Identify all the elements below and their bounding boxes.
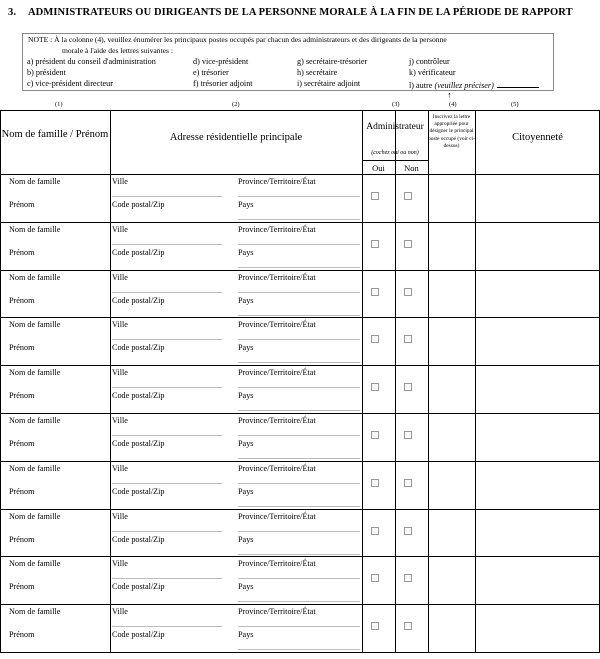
row-divider [0, 652, 600, 653]
admin-yes-checkbox[interactable] [371, 383, 379, 391]
header-name: Nom de famille / Prénom [1, 129, 109, 140]
city-label: Ville [112, 463, 128, 473]
column-number: (2) [232, 101, 240, 108]
country-field[interactable] [238, 267, 360, 268]
city-field[interactable] [112, 244, 222, 245]
row-divider [0, 174, 600, 175]
city-field[interactable] [112, 387, 222, 388]
country-label: Pays [238, 200, 254, 209]
city-label: Ville [112, 607, 128, 617]
role-option: d) vice-président [193, 57, 249, 66]
province-field[interactable] [238, 244, 360, 245]
city-label: Ville [112, 511, 128, 521]
column-divider [110, 110, 111, 652]
postal-label: Code postal/Zip [112, 582, 165, 592]
column-divider [0, 110, 1, 652]
admin-no-checkbox[interactable] [404, 527, 412, 535]
column-divider [428, 110, 429, 652]
city-field[interactable] [112, 578, 222, 579]
country-label: Pays [238, 247, 254, 257]
row-divider [0, 556, 600, 557]
country-field[interactable] [238, 506, 360, 507]
admin-yes-checkbox[interactable] [371, 527, 379, 535]
city-label: Ville [112, 177, 128, 186]
postal-label: Code postal/Zip [112, 439, 165, 448]
admin-yes-checkbox[interactable] [371, 192, 379, 200]
country-label: Pays [238, 295, 254, 305]
surname-label: Nom de famille [9, 416, 61, 425]
section-title [8, 7, 573, 18]
province-field[interactable] [238, 387, 360, 388]
city-field[interactable] [112, 292, 222, 293]
role-option: f) trésorier adjoint [193, 79, 253, 88]
admin-yes-checkbox[interactable] [371, 479, 379, 487]
row-divider [0, 509, 600, 510]
city-field[interactable] [112, 531, 222, 532]
column-number: (1) [55, 101, 63, 108]
surname-label: Nom de famille [9, 272, 61, 282]
first-name-label: Prénom [9, 343, 35, 353]
role-option [409, 79, 539, 90]
country-field[interactable] [238, 649, 360, 650]
row-divider [0, 365, 600, 366]
country-label: Pays [238, 439, 254, 448]
admin-no-checkbox[interactable] [404, 192, 412, 200]
postal-label: Code postal/Zip [112, 534, 165, 544]
surname-label: Nom de famille [9, 511, 61, 521]
first-name-label: Prénom [9, 200, 35, 209]
province-label: Province/Territoire/État [238, 463, 316, 473]
postal-label: Code postal/Zip [112, 247, 165, 257]
surname-label: Nom de famille [9, 368, 61, 378]
row-divider [0, 604, 600, 605]
first-name-label: Prénom [9, 247, 35, 257]
city-field[interactable] [112, 626, 222, 627]
province-label: Province/Territoire/État [238, 559, 316, 569]
country-label: Pays [238, 486, 254, 496]
postal-label: Code postal/Zip [112, 486, 165, 496]
note-intro [28, 35, 528, 56]
role-option-label: l) autre [409, 81, 433, 90]
note-line1: NOTE : À la colonne (4), veuillez énumérer les principaux postes occupés par chacun des administrateurs et des dirigeants de la personne [28, 35, 447, 44]
province-field[interactable] [238, 531, 360, 532]
city-field[interactable] [112, 435, 222, 436]
province-label: Province/Territoire/État [238, 224, 316, 234]
admin-no-checkbox[interactable] [404, 335, 412, 343]
role-option: b) président [27, 68, 66, 77]
country-field[interactable] [238, 362, 360, 363]
city-field[interactable] [112, 483, 222, 484]
admin-yes-checkbox[interactable] [371, 574, 379, 582]
admin-yes-checkbox[interactable] [371, 240, 379, 248]
postal-label: Code postal/Zip [112, 630, 165, 640]
row-divider [0, 461, 600, 462]
role-option: g) secrétaire-trésorier [297, 57, 368, 66]
arrow-up-icon: ↑ [447, 90, 452, 100]
country-label: Pays [238, 391, 254, 401]
city-label: Ville [112, 559, 128, 569]
header-admin-sub: (cochez oui ou non) [371, 150, 419, 156]
role-option: e) trésorier [193, 68, 229, 77]
role-option: c) vice-président directeur [27, 79, 113, 88]
first-name-label: Prénom [9, 486, 35, 496]
city-field[interactable] [112, 196, 222, 197]
postal-label: Code postal/Zip [112, 295, 165, 305]
header-yes: Oui [372, 163, 385, 173]
column-number: (4) [449, 101, 457, 108]
province-field[interactable] [238, 292, 360, 293]
country-field[interactable] [238, 554, 360, 555]
column-number: (5) [511, 101, 519, 108]
admin-no-checkbox[interactable] [404, 240, 412, 248]
first-name-label: Prénom [9, 630, 35, 640]
province-label: Province/Territoire/État [238, 272, 316, 282]
province-label: Province/Territoire/État [238, 416, 316, 425]
header-instruction: Inscrivez la lettre appropriée pour désigner le principal poste occupé (voir ci-dessus) [428, 114, 475, 149]
note-line2: morale à l'aide des lettres suivantes : [62, 45, 174, 55]
surname-label: Nom de famille [9, 224, 61, 234]
province-field[interactable] [238, 196, 360, 197]
section-title-text: ADMINISTRATEURS OU DIRIGEANTS DE LA PERSONNE MORALE À LA FIN DE LA PÉRIODE DE RAPPORT [28, 7, 573, 18]
first-name-label: Prénom [9, 534, 35, 544]
admin-no-checkbox[interactable] [404, 574, 412, 582]
country-label: Pays [238, 343, 254, 353]
surname-label: Nom de famille [9, 463, 61, 473]
admin-no-checkbox[interactable] [404, 622, 412, 630]
table-top-border [0, 110, 600, 111]
country-field[interactable] [238, 410, 360, 411]
postal-label: Code postal/Zip [112, 200, 165, 209]
row-divider [0, 270, 600, 271]
surname-label: Nom de famille [9, 177, 61, 186]
admin-yes-checkbox[interactable] [371, 431, 379, 439]
role-option: h) secrétaire [297, 68, 338, 77]
city-label: Ville [112, 368, 128, 378]
country-field[interactable] [238, 458, 360, 459]
first-name-label: Prénom [9, 439, 35, 448]
province-field[interactable] [238, 578, 360, 579]
admin-no-checkbox[interactable] [404, 383, 412, 391]
first-name-label: Prénom [9, 582, 35, 592]
header-citizenship: Citoyenneté [512, 132, 563, 143]
header-no: Non [404, 163, 419, 173]
country-label: Pays [238, 582, 254, 592]
province-label: Province/Territoire/État [238, 511, 316, 521]
other-specify-hint: (veuillez préciser) [434, 81, 494, 90]
province-field[interactable] [238, 339, 360, 340]
surname-label: Nom de famille [9, 559, 61, 569]
country-label: Pays [238, 630, 254, 640]
admin-yes-checkbox[interactable] [371, 288, 379, 296]
city-label: Ville [112, 224, 128, 234]
role-option: j) contrôleur [409, 57, 450, 66]
surname-label: Nom de famille [9, 607, 61, 617]
role-option: i) secrétaire adjoint [297, 79, 361, 88]
province-label: Province/Territoire/État [238, 177, 316, 186]
header-admin: Administrateur [366, 122, 424, 132]
province-field[interactable] [238, 626, 360, 627]
country-field[interactable] [238, 601, 360, 602]
country-field[interactable] [238, 219, 360, 220]
country-label: Pays [238, 534, 254, 544]
other-specify-field[interactable] [497, 79, 539, 88]
column-divider [395, 110, 396, 652]
role-option: a) président du conseil d'administration [27, 57, 156, 66]
province-label: Province/Territoire/État [238, 607, 316, 617]
admin-no-checkbox[interactable] [404, 288, 412, 296]
province-field[interactable] [238, 483, 360, 484]
province-label: Province/Territoire/État [238, 368, 316, 378]
admin-no-checkbox[interactable] [404, 431, 412, 439]
column-number: (3) [392, 101, 400, 108]
city-label: Ville [112, 272, 128, 282]
row-divider [0, 317, 600, 318]
postal-label: Code postal/Zip [112, 343, 165, 353]
first-name-label: Prénom [9, 295, 35, 305]
column-divider [475, 110, 476, 652]
admin-yes-checkbox[interactable] [371, 335, 379, 343]
section-number: 3. [8, 7, 17, 18]
header-address: Adresse résidentielle principale [169, 132, 303, 143]
admin-yes-checkbox[interactable] [371, 622, 379, 630]
surname-label: Nom de famille [9, 320, 61, 330]
province-field[interactable] [238, 435, 360, 436]
country-field[interactable] [238, 315, 360, 316]
first-name-label: Prénom [9, 391, 35, 401]
column-divider [362, 110, 363, 652]
role-option: k) vérificateur [409, 68, 456, 77]
officers-table [0, 110, 600, 652]
admin-no-checkbox[interactable] [404, 479, 412, 487]
city-label: Ville [112, 416, 128, 425]
province-label: Province/Territoire/État [238, 320, 316, 330]
city-label: Ville [112, 320, 128, 330]
row-divider [0, 222, 600, 223]
postal-label: Code postal/Zip [112, 391, 165, 401]
city-field[interactable] [112, 339, 222, 340]
row-divider [0, 413, 600, 414]
